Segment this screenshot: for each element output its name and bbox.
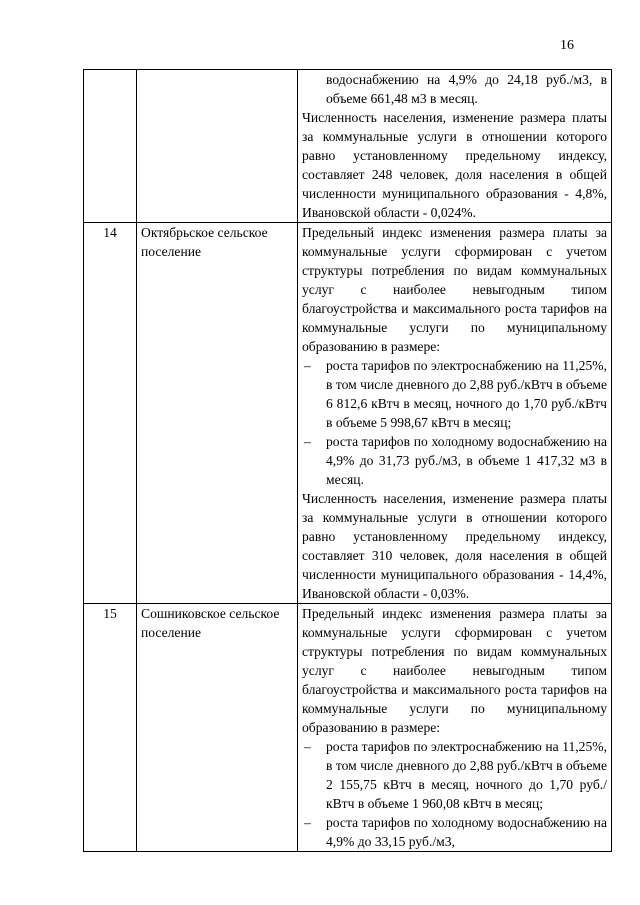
row-number: 14 [84, 223, 137, 604]
population-paragraph: Численность населения, изменение размера платы за коммунальные услуги в отношении которого равно установленному предельному индексу, составляет 248 человек, доля населения в общей численности муниципального образования - 4,8%, Ивановской области - 0,024%. [302, 110, 607, 220]
list-item [302, 813, 607, 851]
municipality-name: Сошниковское сельское поселение [137, 604, 298, 852]
population-paragraph: Численность населения, изменение размера платы за коммунальные услуги в отношении которого равно установленному предельному индексу, составляет 310 человек, доля населения в общей численности муниципального образования - 14,4%, Ивановской области - 0,03%. [302, 491, 607, 601]
bullet-dash: – [304, 434, 311, 449]
list-item-text: роста тарифов по холодному водоснабжению на 4,9% до 31,73 руб./м3, в объеме 1 417,32 м3 в месяц. [326, 434, 607, 487]
description-cell [298, 223, 612, 604]
list-item-text: роста тарифов по электроснабжению на 11,25%, в том числе дневного до 2,88 руб./кВтч в объеме 2 155,75 кВтч в месяц, ночного до 1,70 руб./кВтч в объеме 1 960,08 кВтч в месяц; [326, 739, 607, 811]
list-item-text: роста тарифов по холодному водоснабжению на 4,9% до 33,15 руб./м3, [326, 815, 607, 849]
index-intro-paragraph: Предельный индекс изменения размера платы за коммунальные услуги сформирован с учетом структуры потребления по видам коммунальных услуг с наиболее невыгодным типом благоустройства и максимального роста тарифов на коммунальные услуги по муниципальному образованию в размере: [302, 225, 607, 354]
table-row [84, 223, 612, 604]
list-item [302, 432, 607, 489]
index-intro-paragraph: Предельный индекс изменения размера платы за коммунальные услуги сформирован с учетом структуры потребления по видам коммунальных услуг с наиболее невыгодным типом благоустройства и максимального роста тарифов на коммунальные услуги по муниципальному образованию в размере: [302, 606, 607, 735]
tariff-list [302, 356, 607, 489]
bullet-dash: – [304, 815, 311, 830]
tariff-list [302, 737, 607, 851]
tariff-table [83, 69, 612, 852]
bullet-dash: – [304, 739, 311, 754]
row-number: 15 [84, 604, 137, 852]
table-row [84, 604, 612, 852]
table-row [84, 70, 612, 223]
list-item [302, 737, 607, 813]
continuation-text: водоснабжению на 4,9% до 24,18 руб./м3, в объеме 661,48 м3 в месяц. [326, 72, 607, 106]
list-item-text: роста тарифов по электроснабжению на 11,25%, в том числе дневного до 2,88 руб./кВтч в объеме 6 812,6 кВтч в месяц, ночного до 1,70 руб./кВтч в объеме 5 998,67 кВтч в месяц; [326, 358, 607, 430]
municipality-name [137, 70, 298, 223]
row-number [84, 70, 137, 223]
municipality-name: Октябрьское сельское поселение [137, 223, 298, 604]
description-cell [298, 604, 612, 852]
page-number: 16 [560, 38, 574, 53]
bullet-dash: – [304, 358, 311, 373]
list-item [302, 356, 607, 432]
description-cell [298, 70, 612, 223]
